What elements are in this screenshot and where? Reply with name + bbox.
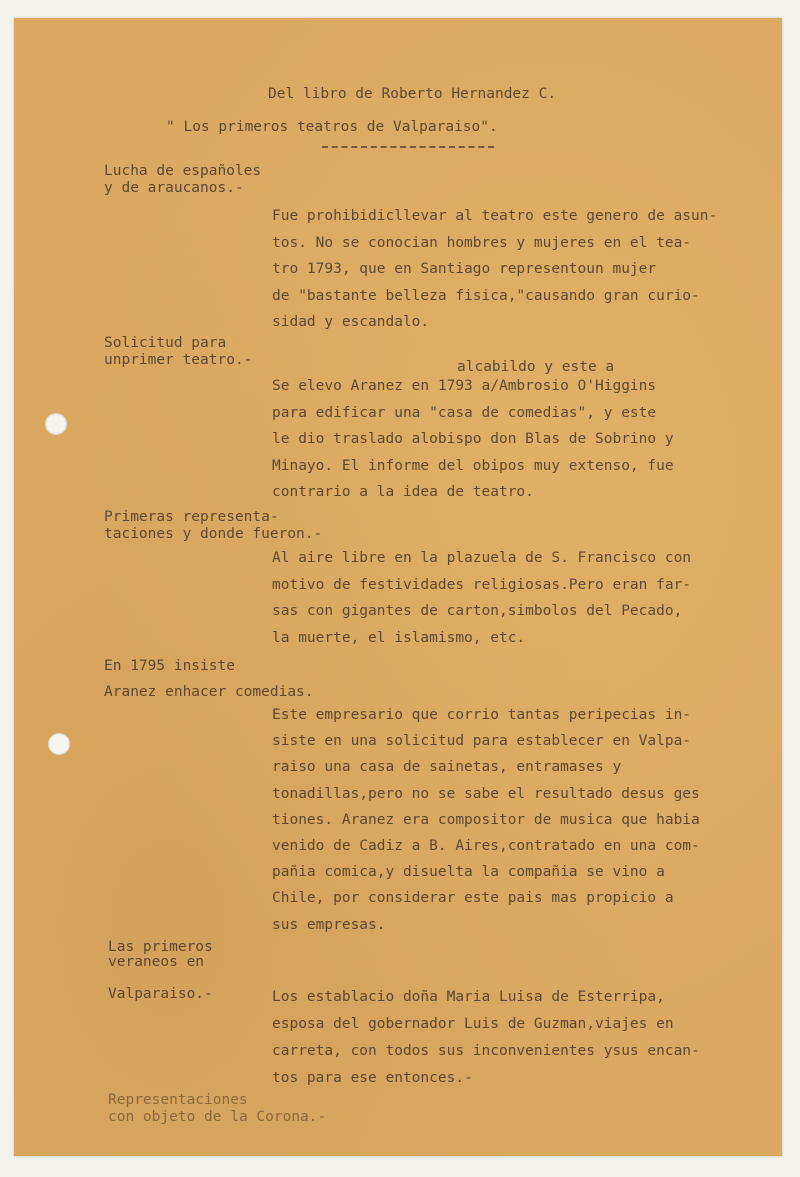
interlinear-insertion: alcabildo y este a [457,359,615,375]
punch-hole [48,733,70,755]
margin-note: Primeras representa- taciones y donde fueron.- [104,509,323,542]
section-body: Los establacio doña Maria Luisa de Esterripa, esposa del gobernador Luis de Guzman,viajes en carreta, con todos sus inconvenientes ysus encan- tos para ese entonces.- [272,989,700,1086]
margin-note: Representaciones con objeto de la Corona.- [108,1092,327,1125]
section-body: Se elevo Aranez en 1793 a/Ambrosio O'Higgins para edificar una "casa de comedias", y este le dio traslado alobispo don Blas de Sobrino y Minayo. El informe del obipos muy extenso, fue contrario a la idea de teatro. [272,378,674,500]
punch-hole [45,413,67,435]
margin-note: Lucha de españoles y de araucanos.- [104,163,262,196]
header-title: " Los primeros teatros de Valparaiso". [166,119,498,135]
header-source: Del libro de Roberto Hernandez C. [268,86,557,102]
margin-note: Las primeros veraneos en [108,939,213,970]
section-body: Este empresario que corrio tantas peripecias in- siste en una solicitud para establecer en Valpa- raiso una casa de sainetas, entramases y tonadillas,pero no se sabe el resultado desus ges tiones. Aranez era compositor de musica que habia venido de Cadiz a B. Aires,contratado en una com- pañia comica,y disuelta la compañia se vino a Chile, por considerar este pais mas propicio a sus empresas. [272,707,700,933]
section-body: Fue prohibidicllevar al teatro este genero de asun- tos. No se conocian hombres y mujeres en el tea- tro 1793, que en Santiago representoun mujer de "bastante belleza fisica,"causando gran curio- sidad y escandalo. [272,208,718,330]
margin-note: Solicitud para unprimer teatro.- [104,335,253,368]
section-body: Al aire libre en la plazuela de S. Francisco con motivo de festividades religiosas.Pero eran far- sas con gigantes de carton,simbolos del Pecado, la muerte, el islamismo, etc. [272,550,692,646]
margin-note-place: Valparaiso.- [108,986,213,1002]
title-underline [322,146,494,148]
margin-note: En 1795 insiste Aranez enhacer comedias. [104,658,314,700]
